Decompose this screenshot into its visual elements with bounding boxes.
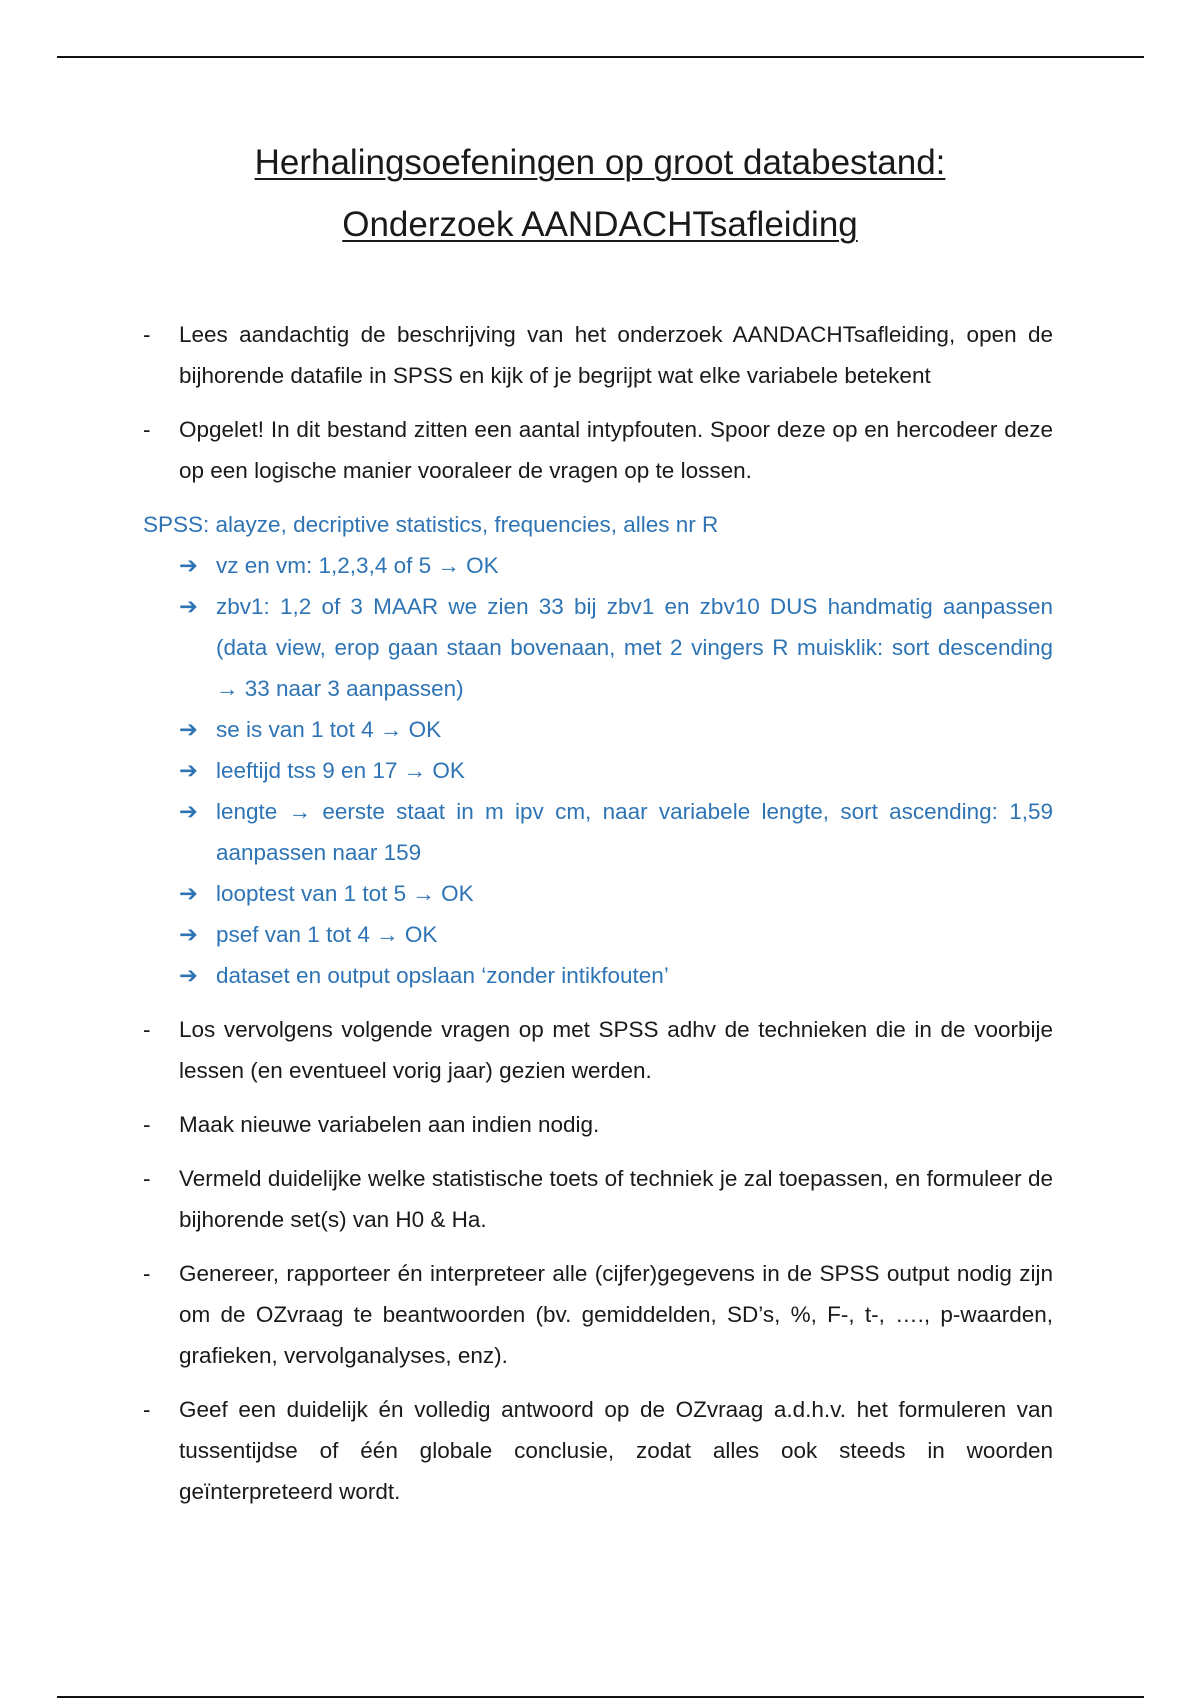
footer-rule [57, 1696, 1144, 1698]
spss-note-item [0, 791, 1053, 873]
arrow-icon: ➔ [179, 594, 198, 619]
spss-note-text: se is van 1 tot 4 → OK [216, 717, 442, 742]
arrow-icon: ➔ [179, 758, 198, 783]
spss-notes-heading: SPSS: alayze, decriptive statistics, frequencies, alles nr R [143, 512, 719, 537]
list-item-text: Los vervolgens volgende vragen op met SPSS adhv de technieken die in de voorbije lessen (en eventueel vorig jaar) gezien werden. [179, 1017, 1053, 1083]
arrow-icon: ➔ [179, 717, 198, 742]
arrow-icon: ➔ [179, 799, 198, 824]
list-item [0, 409, 1053, 491]
list-item-text: Lees aandachtig de beschrijving van het onderzoek AANDACHTsafleiding, open de bijhorende datafile in SPSS en kijk of je begrijpt wat elke variabele betekent [179, 322, 1053, 388]
arrow-icon: ➔ [179, 963, 198, 988]
header-rule [57, 56, 1144, 58]
spss-note-text: looptest van 1 tot 5 → OK [216, 881, 474, 906]
spss-note-item [0, 955, 1053, 996]
list-item [0, 1104, 1053, 1145]
spss-note-text: lengte → eerste staat in m ipv cm, naar variabele lengte, sort ascending: 1,59 aanpassen naar 159 [216, 799, 1053, 865]
bullet-dash: - [143, 322, 151, 347]
list-item-text: Geef een duidelijk én volledig antwoord op de OZvraag a.d.h.v. het formuleren van tussentijdse of één globale conclusie, zodat alles ook steeds in woorden geïnterpreteerd wordt. [179, 1397, 1053, 1504]
spss-note-item [0, 586, 1053, 709]
list-item-text: Opgelet! In dit bestand zitten een aantal intypfouten. Spoor deze op en hercodeer deze op een logische manier vooraleer de vragen op te lossen. [179, 417, 1053, 483]
list-item-text: Maak nieuwe variabelen aan indien nodig. [179, 1112, 600, 1137]
spss-note-text: vz en vm: 1,2,3,4 of 5 → OK [216, 553, 499, 578]
page-title-line-1: Herhalingsoefeningen op groot databestand: [254, 143, 946, 182]
intro-list [0, 314, 1200, 1525]
list-item [0, 1009, 1053, 1091]
bullet-dash: - [143, 1397, 151, 1422]
arrow-icon: ➔ [179, 553, 198, 578]
arrow-icon: ➔ [179, 881, 198, 906]
spss-note-item [0, 545, 1053, 586]
bullet-dash: - [143, 1166, 151, 1191]
spss-note-item [0, 709, 1053, 750]
list-item-text: Genereer, rapporteer én interpreteer alle (cijfer)gegevens in de SPSS output nodig zijn om de OZvraag te beantwoorden (bv. gemiddelden, SD’s, %, F-, t-, …., p-waarden, grafieken, vervolganalyses, enz). [179, 1261, 1053, 1368]
spss-note-text: leeftijd tss 9 en 17 → OK [216, 758, 465, 783]
bullet-dash: - [143, 1112, 151, 1137]
list-item [0, 1253, 1053, 1376]
page-title-line-2: Onderzoek AANDACHTsafleiding [342, 205, 858, 244]
spss-note-text: dataset en output opslaan ‘zonder intikfouten’ [216, 963, 669, 988]
spss-note-text: zbv1: 1,2 of 3 MAAR we zien 33 bij zbv1 en zbv10 DUS handmatig aanpassen (data view, erop gaan staan bovenaan, met 2 vingers R muisklik: sort descending → 33 naar 3 aanpassen) [216, 594, 1053, 701]
arrow-icon: ➔ [179, 922, 198, 947]
bullet-dash: - [143, 417, 151, 442]
spss-note-text: psef van 1 tot 4 → OK [216, 922, 438, 947]
spss-note-item [0, 750, 1053, 791]
list-item-text: Vermeld duidelijke welke statistische toets of techniek je zal toepassen, en formuleer de bijhorende set(s) van H0 & Ha. [179, 1166, 1053, 1232]
bullet-dash: - [143, 1261, 151, 1286]
spss-note-item [0, 914, 1053, 955]
list-item [0, 1389, 1053, 1512]
list-item [0, 314, 1053, 396]
spss-note-item [0, 873, 1053, 914]
list-item [0, 1158, 1053, 1240]
bullet-dash: - [143, 1017, 151, 1042]
